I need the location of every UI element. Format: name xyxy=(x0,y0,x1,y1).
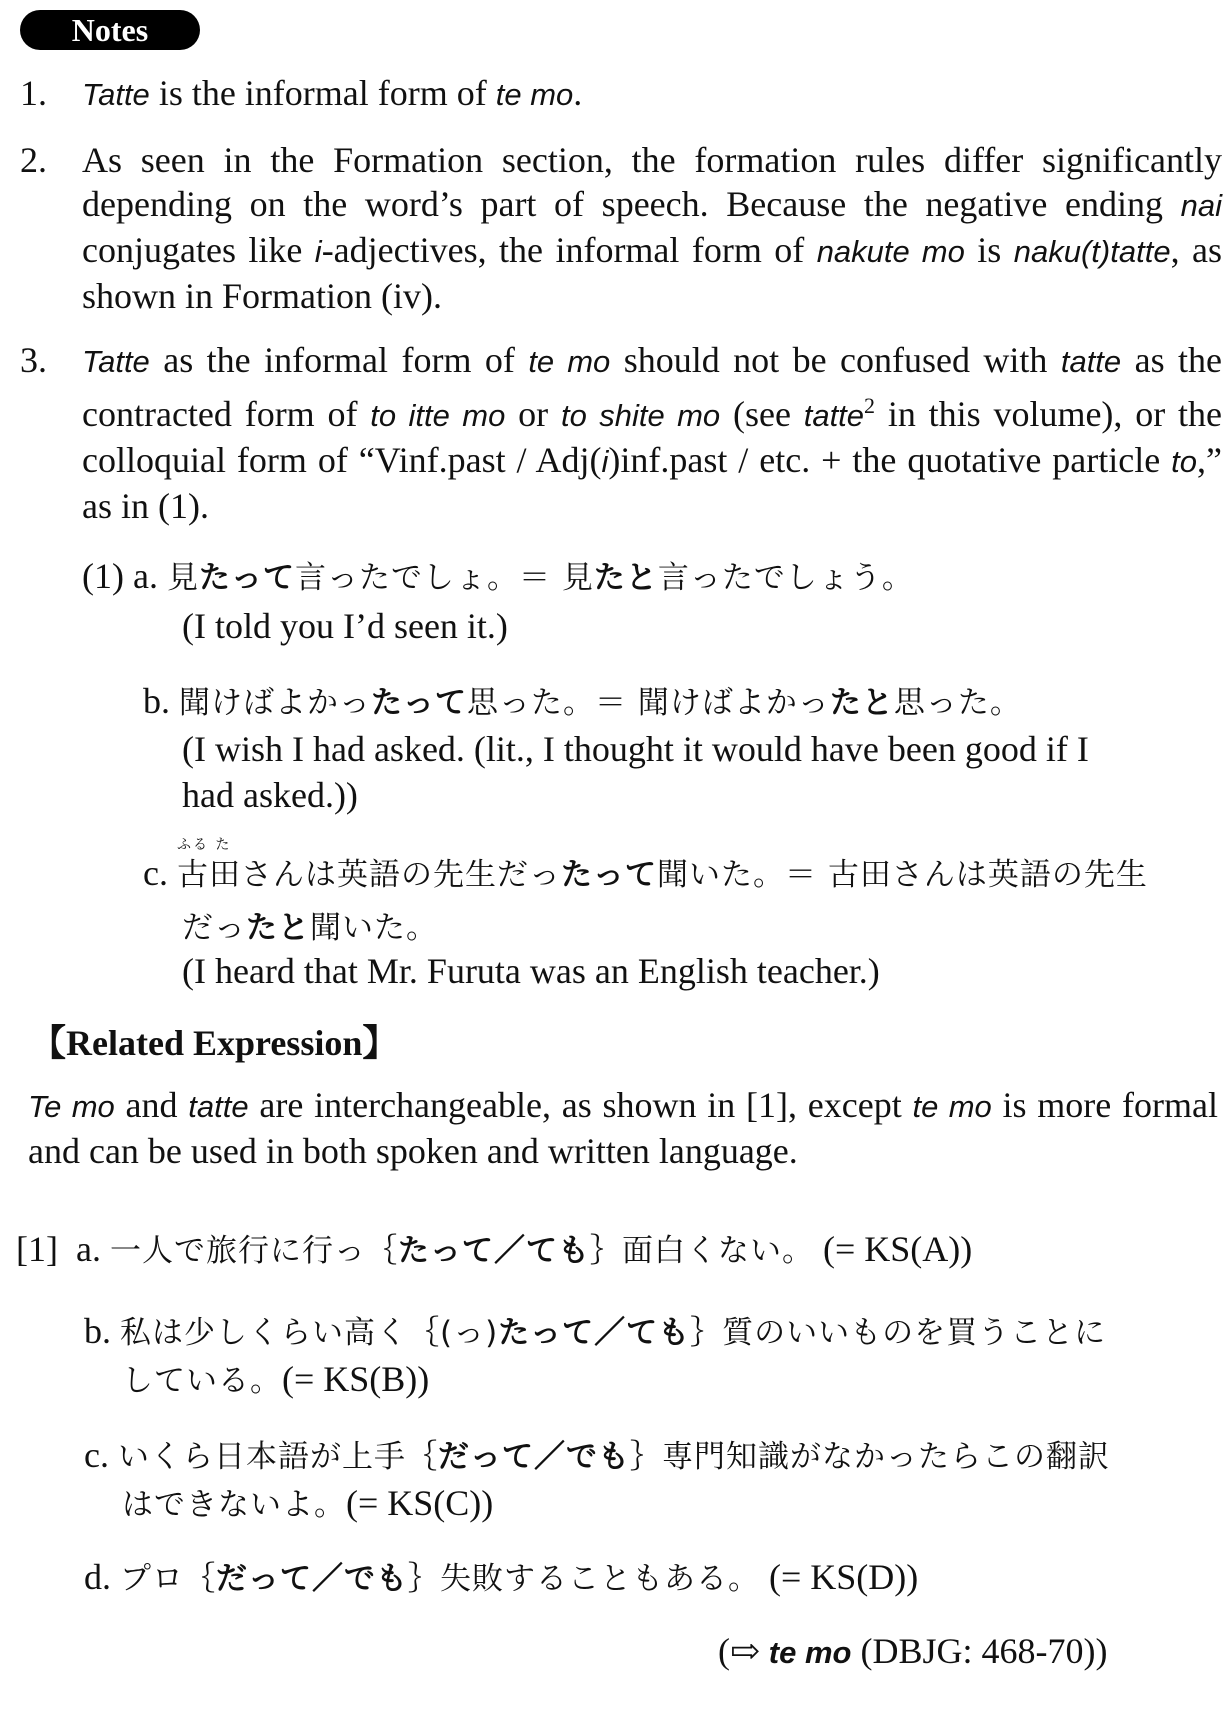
example-label: [1] xyxy=(16,1229,58,1269)
example-japanese: 一人で旅行に行っ｛たって／ても｝面白くない。 xyxy=(109,1233,814,1269)
example-letter: a. xyxy=(75,1229,101,1269)
example-1b xyxy=(143,680,1022,723)
note-number: 2. xyxy=(20,140,47,180)
example-1c xyxy=(143,837,1148,895)
cross-reference: (⇨ te mo (DBJG: 468-70)) xyxy=(718,1631,1108,1671)
example-label: (1) xyxy=(82,556,124,596)
example-japanese: ふる た 古田さんは英語の先生だったって聞いた。＝ 古田さんは英語の先生 xyxy=(176,837,1148,893)
example-letter: b. xyxy=(84,1311,111,1351)
related-expression-text: Te mo and tatte are interchangeable, as shown in [1], except te mo is more formal and can be used in both spoken and written language. xyxy=(28,1085,1218,1171)
note-number: 3. xyxy=(20,340,47,380)
example-letter: c. xyxy=(143,853,168,893)
notes-badge: Notes xyxy=(20,10,200,50)
example-2c xyxy=(84,1434,1110,1477)
note-text: Tatte as the informal form of te mo should not be confused with tatte as the contracted form of to itte mo or to shite mo (see tatte$^2$ in this volume), or the colloquial form of “Vinf.past / Adj(i)inf.past / etc. + the quotative particle to,” as in (1). xyxy=(82,340,1223,526)
example-letter: c. xyxy=(84,1435,109,1475)
example-1b-translation-cont: had asked.)) xyxy=(182,775,358,815)
note-text: As seen in the Formation section, the formation rules differ significantly depending on the word’s part of speech. Because the negative ending nai conjugates like i-adjectives, the informal form of nakute mo is naku(t)tatte, as shown in Formation (iv). xyxy=(82,140,1222,316)
example-2a: [1] a. 一人で旅行に行っ｛たって／ても｝面白くない。 (= KS(A)) xyxy=(16,1229,973,1269)
example-1b-translation: (I wish I had asked. (lit., I thought it would have been good if I xyxy=(182,729,1089,769)
example-japanese: 私は少しくらい高く｛(っ)たって／ても｝質のいいものを買うことに xyxy=(120,1315,1107,1351)
example-2b xyxy=(84,1310,1106,1353)
example-2c-cont: はできないよ。(= KS(C)) xyxy=(122,1483,494,1523)
note-2 xyxy=(20,138,1220,318)
furigana: ふる た xyxy=(176,837,232,853)
example-1c-japanese-cont: だったと聞いた。 xyxy=(182,910,438,946)
example-japanese: 聞けばよかったって思った。＝ 聞けばよかったと思った。 xyxy=(179,685,1022,721)
example-2b-cont: している。(= KS(B)) xyxy=(122,1359,430,1399)
example-japanese: 見たって言ったでしょ。＝ 見たと言ったでしょう。 xyxy=(166,560,914,596)
example-2d: d. プロ｛だって／でも｝失敗することもある。 (= KS(D)) xyxy=(84,1557,919,1597)
example-letter: d. xyxy=(84,1557,111,1597)
note-3 xyxy=(20,338,1223,528)
note-1 xyxy=(20,72,1220,115)
example-1a xyxy=(82,555,914,598)
example-1c-translation: (I heard that Mr. Furuta was an English teacher.) xyxy=(182,951,880,991)
note-number: 1. xyxy=(20,73,47,113)
example-letter: a. xyxy=(132,556,158,596)
related-expression-heading: 【Related Expression】 xyxy=(30,1023,399,1063)
note-text: Tatte is the informal form of te mo. xyxy=(82,73,583,113)
example-letter: b. xyxy=(143,681,170,721)
example-japanese: プロ｛だって／でも｝失敗することもある。 xyxy=(120,1561,760,1597)
example-japanese: いくら日本語が上手｛だって／でも｝専門知識がなかったらこの翻訳 xyxy=(117,1439,1110,1475)
example-1a-translation: (I told you I’d seen it.) xyxy=(182,606,508,646)
arrow-icon: ⇨ xyxy=(730,1631,761,1671)
